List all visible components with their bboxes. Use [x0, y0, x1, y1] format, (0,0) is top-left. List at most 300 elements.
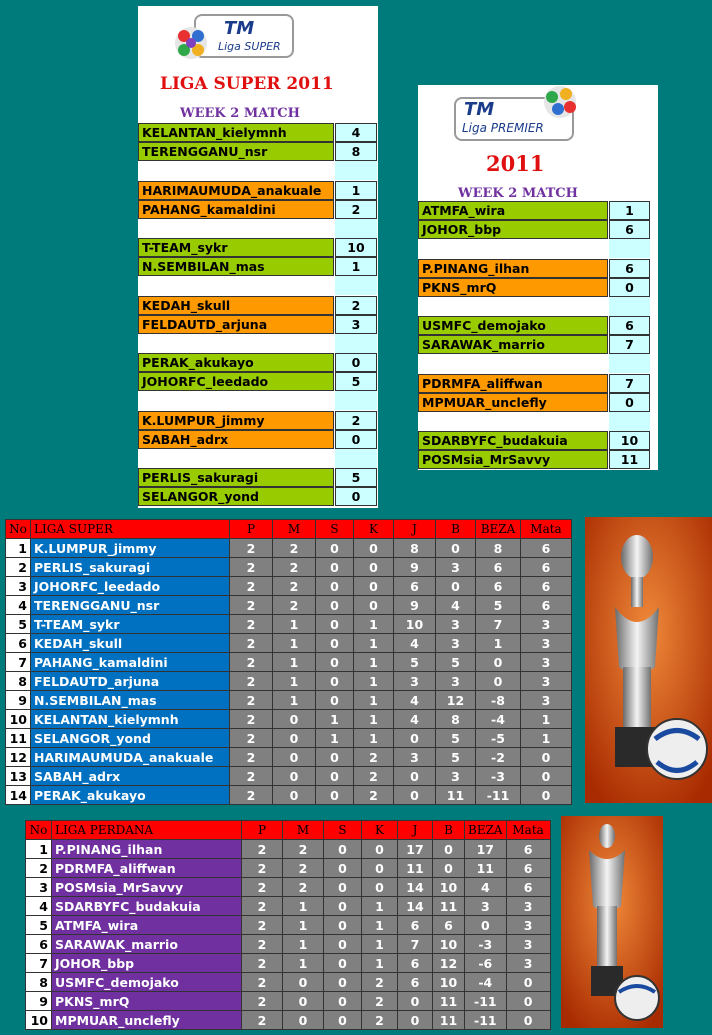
- stat-cell: 3: [465, 897, 507, 916]
- team-name-cell: PAHANG_kamaldini: [31, 653, 230, 672]
- fixture-score: 1: [609, 201, 650, 220]
- rank-cell: 11: [6, 729, 31, 748]
- fixture-row: [138, 353, 378, 372]
- rank-cell: 2: [6, 558, 31, 577]
- rank-cell: 10: [6, 710, 31, 729]
- stat-cell: 0: [324, 897, 362, 916]
- stat-cell: 2: [230, 653, 273, 672]
- fixture-team: PERAK_akukayo: [138, 353, 334, 372]
- stat-cell: 2: [354, 786, 394, 805]
- stat-cell: -6: [465, 954, 507, 973]
- stat-cell: 9: [394, 558, 436, 577]
- fixture-row: [418, 431, 658, 450]
- stat-cell: 1: [283, 935, 324, 954]
- column-header: J: [394, 520, 436, 539]
- stat-cell: 0: [316, 691, 354, 710]
- fixture-team: KELANTAN_kielymnh: [138, 123, 334, 142]
- fixture-team: TERENGGANU_nsr: [138, 142, 334, 161]
- stat-cell: 5: [436, 748, 476, 767]
- stat-cell: 11: [433, 897, 465, 916]
- stat-cell: 2: [242, 840, 283, 859]
- rank-cell: 14: [6, 786, 31, 805]
- team-name-cell: JOHOR_bbp: [52, 954, 242, 973]
- fixture-row: [138, 257, 378, 276]
- stat-cell: 1: [354, 729, 394, 748]
- column-header: K: [354, 520, 394, 539]
- stat-cell: 2: [242, 1011, 283, 1030]
- fixture-team: PERLIS_sakuragi: [138, 468, 334, 487]
- stat-cell: 0: [521, 767, 572, 786]
- stat-cell: 6: [521, 558, 572, 577]
- table-row: [6, 596, 572, 615]
- stat-cell: 1: [354, 634, 394, 653]
- stat-cell: 3: [521, 672, 572, 691]
- stat-cell: -3: [476, 767, 521, 786]
- stat-cell: -4: [465, 973, 507, 992]
- stat-cell: 2: [242, 878, 283, 897]
- stat-cell: 1: [273, 672, 316, 691]
- stat-cell: 1: [316, 729, 354, 748]
- fixture-spacer: [335, 391, 377, 410]
- stat-cell: 6: [398, 954, 433, 973]
- team-name-cell: SARAWAK_marrio: [52, 935, 242, 954]
- trophy-icon: [561, 816, 663, 1028]
- fixture-score: 3: [335, 315, 377, 334]
- column-header: Mata: [521, 520, 572, 539]
- stat-cell: 0: [324, 954, 362, 973]
- stat-cell: 8: [436, 710, 476, 729]
- stat-cell: 0: [273, 786, 316, 805]
- stat-cell: 2: [242, 916, 283, 935]
- team-name-cell: KEDAH_skull: [31, 634, 230, 653]
- stat-cell: 2: [273, 577, 316, 596]
- fixture-spacer: [609, 354, 650, 373]
- column-header: J: [398, 821, 433, 840]
- stat-cell: 0: [283, 992, 324, 1011]
- stat-cell: 12: [433, 954, 465, 973]
- fixture-score: 10: [335, 238, 377, 257]
- rank-cell: 13: [6, 767, 31, 786]
- table-row: [6, 634, 572, 653]
- fixture-spacer: [609, 412, 650, 431]
- fixture-score: 4: [335, 123, 377, 142]
- fixture-row: [418, 259, 658, 278]
- stat-cell: 5: [394, 653, 436, 672]
- stat-cell: 0: [521, 748, 572, 767]
- table-row: [6, 539, 572, 558]
- fixture-score: 6: [609, 259, 650, 278]
- column-header: B: [433, 821, 465, 840]
- fixture-team: PAHANG_kamaldini: [138, 200, 334, 219]
- stat-cell: 0: [433, 840, 465, 859]
- stat-cell: 0: [316, 786, 354, 805]
- stat-cell: 0: [354, 596, 394, 615]
- stat-cell: 1: [354, 615, 394, 634]
- stat-cell: 0: [362, 840, 398, 859]
- stat-cell: 2: [242, 973, 283, 992]
- column-header: B: [436, 520, 476, 539]
- table-row: [6, 786, 572, 805]
- stat-cell: -2: [476, 748, 521, 767]
- logo-brand: TM: [464, 99, 495, 120]
- rank-cell: 2: [26, 859, 52, 878]
- column-header: M: [273, 520, 316, 539]
- stat-cell: 11: [436, 786, 476, 805]
- fixture-team: P.PINANG_ilhan: [418, 259, 608, 278]
- stat-cell: 2: [242, 992, 283, 1011]
- rank-cell: 8: [6, 672, 31, 691]
- stat-cell: 3: [436, 672, 476, 691]
- rank-cell: 1: [6, 539, 31, 558]
- fixture-row: [138, 123, 378, 142]
- stat-cell: 3: [506, 897, 550, 916]
- rank-cell: 6: [6, 634, 31, 653]
- stat-cell: 2: [362, 992, 398, 1011]
- logo-subtitle: Liga SUPER: [218, 40, 281, 53]
- stat-cell: 6: [394, 577, 436, 596]
- fixture-row: [138, 430, 378, 449]
- team-name-cell: K.LUMPUR_jimmy: [31, 539, 230, 558]
- stat-cell: 0: [316, 539, 354, 558]
- fixture-team: POSMsia_MrSavvy: [418, 450, 608, 469]
- stat-cell: 0: [436, 577, 476, 596]
- stat-cell: 6: [398, 973, 433, 992]
- team-name-cell: PERAK_akukayo: [31, 786, 230, 805]
- table-row: [6, 710, 572, 729]
- column-header: BEZA: [465, 821, 507, 840]
- liga-super-week-label: WEEK 2 MATCH: [180, 106, 300, 121]
- fixture-score: 2: [335, 411, 377, 430]
- stat-cell: 3: [394, 672, 436, 691]
- stat-cell: 1: [362, 897, 398, 916]
- stat-cell: 6: [521, 539, 572, 558]
- fixture-row: [418, 335, 658, 354]
- fixture-row: [418, 278, 658, 297]
- stat-cell: 17: [398, 840, 433, 859]
- stat-cell: 4: [394, 634, 436, 653]
- team-name-cell: SELANGOR_yond: [31, 729, 230, 748]
- stat-cell: 6: [506, 878, 550, 897]
- fixture-score: 11: [609, 450, 650, 469]
- fixture-row: [138, 411, 378, 430]
- stat-cell: 2: [362, 1011, 398, 1030]
- fixture-score: 2: [335, 200, 377, 219]
- stat-cell: 0: [324, 916, 362, 935]
- fixture-score: 5: [335, 372, 377, 391]
- fixture-score: 0: [609, 278, 650, 297]
- liga-premier-fixtures-panel: [418, 85, 658, 470]
- stat-cell: 0: [506, 992, 550, 1011]
- table-row: [6, 691, 572, 710]
- stat-cell: 3: [436, 558, 476, 577]
- fixture-team: FELDAUTD_arjuna: [138, 315, 334, 334]
- stat-cell: 0: [362, 878, 398, 897]
- fixture-team: SARAWAK_marrio: [418, 335, 608, 354]
- fixture-score: 7: [609, 374, 650, 393]
- stat-cell: 1: [273, 691, 316, 710]
- stat-cell: 10: [433, 878, 465, 897]
- stat-cell: 2: [242, 935, 283, 954]
- stat-cell: 1: [354, 691, 394, 710]
- column-header: S: [324, 821, 362, 840]
- stat-cell: 1: [283, 916, 324, 935]
- rank-cell: 12: [6, 748, 31, 767]
- fixture-row: [138, 200, 378, 219]
- stat-cell: -8: [476, 691, 521, 710]
- fixture-score: 0: [335, 487, 377, 506]
- stat-cell: 0: [506, 1011, 550, 1030]
- stat-cell: 3: [506, 954, 550, 973]
- stat-cell: 7: [476, 615, 521, 634]
- stat-cell: 0: [394, 729, 436, 748]
- stat-cell: 3: [506, 916, 550, 935]
- fixture-team: JOHOR_bbp: [418, 220, 608, 239]
- stat-cell: 6: [476, 577, 521, 596]
- stat-cell: 0: [273, 729, 316, 748]
- stat-cell: 3: [521, 634, 572, 653]
- rank-cell: 4: [6, 596, 31, 615]
- table-row: [6, 653, 572, 672]
- stat-cell: 0: [476, 653, 521, 672]
- stat-cell: 6: [476, 558, 521, 577]
- column-header: LIGA SUPER: [31, 520, 230, 539]
- stat-cell: 2: [273, 539, 316, 558]
- team-name-cell: TERENGGANU_nsr: [31, 596, 230, 615]
- stat-cell: 2: [230, 767, 273, 786]
- team-name-cell: JOHORFC_leedado: [31, 577, 230, 596]
- stat-cell: -4: [476, 710, 521, 729]
- fixture-team: K.LUMPUR_jimmy: [138, 411, 334, 430]
- liga-super-standings-table: [5, 519, 572, 805]
- fixture-row: [418, 220, 658, 239]
- column-header: No: [6, 520, 31, 539]
- stat-cell: -11: [465, 1011, 507, 1030]
- stat-cell: 0: [316, 577, 354, 596]
- stat-cell: 11: [433, 1011, 465, 1030]
- team-name-cell: FELDAUTD_arjuna: [31, 672, 230, 691]
- stat-cell: 1: [362, 916, 398, 935]
- fixture-team: MPMUAR_unclefly: [418, 393, 608, 412]
- rank-cell: 3: [26, 878, 52, 897]
- team-name-cell: KELANTAN_kielymnh: [31, 710, 230, 729]
- football-icon: [174, 26, 208, 60]
- stat-cell: 2: [242, 859, 283, 878]
- stat-cell: 0: [354, 539, 394, 558]
- fixture-spacer: [335, 276, 377, 295]
- stat-cell: 0: [436, 539, 476, 558]
- stat-cell: 6: [521, 596, 572, 615]
- stat-cell: 2: [230, 786, 273, 805]
- stat-cell: 0: [273, 748, 316, 767]
- fixture-spacer: [335, 161, 377, 180]
- stat-cell: 2: [230, 596, 273, 615]
- table-row: [26, 973, 551, 992]
- stat-cell: 5: [436, 729, 476, 748]
- table-row: [26, 859, 551, 878]
- stat-cell: 0: [324, 992, 362, 1011]
- fixture-row: [138, 142, 378, 161]
- fixture-team: PKNS_mrQ: [418, 278, 608, 297]
- fixture-team: USMFC_demojako: [418, 316, 608, 335]
- stat-cell: 14: [398, 878, 433, 897]
- stat-cell: 3: [394, 748, 436, 767]
- liga-super-logo: [174, 12, 296, 62]
- liga-super-title: LIGA SUPER 2011: [160, 74, 334, 94]
- stat-cell: 0: [324, 935, 362, 954]
- stat-cell: 2: [354, 767, 394, 786]
- stat-cell: 3: [506, 935, 550, 954]
- stat-cell: 2: [230, 577, 273, 596]
- stat-cell: 11: [465, 859, 507, 878]
- stat-cell: 2: [230, 729, 273, 748]
- fixture-score: 7: [609, 335, 650, 354]
- stat-cell: 2: [242, 897, 283, 916]
- rank-cell: 7: [6, 653, 31, 672]
- stat-cell: 2: [230, 691, 273, 710]
- stat-cell: -5: [476, 729, 521, 748]
- stat-cell: 1: [362, 954, 398, 973]
- table-row: [26, 840, 551, 859]
- stat-cell: 14: [398, 897, 433, 916]
- fixture-row: [418, 393, 658, 412]
- rank-cell: 1: [26, 840, 52, 859]
- fixture-score: 6: [609, 316, 650, 335]
- stat-cell: 1: [354, 710, 394, 729]
- fixture-spacer: [335, 219, 377, 238]
- stat-cell: 0: [316, 767, 354, 786]
- stat-cell: 3: [436, 634, 476, 653]
- fixture-spacer: [609, 239, 650, 258]
- stat-cell: 0: [476, 672, 521, 691]
- team-name-cell: USMFC_demojako: [52, 973, 242, 992]
- fixture-team: SELANGOR_yond: [138, 487, 334, 506]
- stat-cell: 1: [273, 653, 316, 672]
- column-header: BEZA: [476, 520, 521, 539]
- stat-cell: 10: [433, 935, 465, 954]
- column-header: S: [316, 520, 354, 539]
- stat-cell: 0: [316, 558, 354, 577]
- fixture-spacer: [335, 449, 377, 468]
- fixture-row: [138, 238, 378, 257]
- column-header: P: [230, 520, 273, 539]
- table-row: [26, 992, 551, 1011]
- team-name-cell: PKNS_mrQ: [52, 992, 242, 1011]
- stat-cell: 0: [316, 634, 354, 653]
- fixture-row: [418, 316, 658, 335]
- fixture-row: [418, 201, 658, 220]
- stat-cell: 2: [354, 748, 394, 767]
- stat-cell: 1: [273, 634, 316, 653]
- stat-cell: 9: [394, 596, 436, 615]
- stat-cell: 2: [242, 954, 283, 973]
- fixture-team: SABAH_adrx: [138, 430, 334, 449]
- fixture-team: SDARBYFC_budakuia: [418, 431, 608, 450]
- stat-cell: 0: [362, 859, 398, 878]
- stat-cell: 4: [394, 691, 436, 710]
- fixture-score: 2: [335, 296, 377, 315]
- stat-cell: 0: [324, 840, 362, 859]
- stat-cell: 2: [230, 748, 273, 767]
- table-row: [26, 935, 551, 954]
- liga-super-fixtures-panel: [138, 6, 378, 508]
- rank-cell: 5: [6, 615, 31, 634]
- stat-cell: 4: [436, 596, 476, 615]
- table-header-row: [6, 520, 572, 539]
- fixture-team: T-TEAM_sykr: [138, 238, 334, 257]
- table-row: [26, 897, 551, 916]
- fixture-team: N.SEMBILAN_mas: [138, 257, 334, 276]
- stat-cell: 5: [476, 596, 521, 615]
- table-row: [6, 577, 572, 596]
- stat-cell: 0: [394, 767, 436, 786]
- liga-premier-week-label: WEEK 2 MATCH: [458, 186, 578, 201]
- fixture-row: [138, 372, 378, 391]
- column-header: K: [362, 821, 398, 840]
- stat-cell: 1: [521, 710, 572, 729]
- team-name-cell: POSMsia_MrSavvy: [52, 878, 242, 897]
- table-row: [6, 672, 572, 691]
- stat-cell: 1: [476, 634, 521, 653]
- stat-cell: 0: [273, 710, 316, 729]
- stat-cell: 17: [465, 840, 507, 859]
- stat-cell: 0: [433, 859, 465, 878]
- trophy-icon: [585, 517, 712, 803]
- stat-cell: 6: [398, 916, 433, 935]
- rank-cell: 8: [26, 973, 52, 992]
- stat-cell: 2: [273, 596, 316, 615]
- stat-cell: 2: [362, 973, 398, 992]
- stat-cell: 0: [324, 1011, 362, 1030]
- column-header: P: [242, 821, 283, 840]
- table-header-row: [26, 821, 551, 840]
- stat-cell: 4: [465, 878, 507, 897]
- stat-cell: 5: [436, 653, 476, 672]
- stat-cell: 1: [362, 935, 398, 954]
- stat-cell: 2: [230, 558, 273, 577]
- stat-cell: 0: [316, 615, 354, 634]
- stat-cell: 3: [521, 615, 572, 634]
- stat-cell: 2: [230, 539, 273, 558]
- stat-cell: 0: [465, 916, 507, 935]
- rank-cell: 10: [26, 1011, 52, 1030]
- team-name-cell: T-TEAM_sykr: [31, 615, 230, 634]
- stat-cell: 1: [273, 615, 316, 634]
- table-row: [6, 729, 572, 748]
- rank-cell: 3: [6, 577, 31, 596]
- stat-cell: 0: [521, 786, 572, 805]
- fixture-score: 8: [335, 142, 377, 161]
- table-row: [6, 615, 572, 634]
- stat-cell: 0: [354, 558, 394, 577]
- stat-cell: 6: [506, 859, 550, 878]
- stat-cell: 11: [433, 992, 465, 1011]
- fixture-score: 6: [609, 220, 650, 239]
- liga-perdana-trophy-image: [561, 816, 663, 1028]
- fixture-team: PDRMFA_aliffwan: [418, 374, 608, 393]
- fixture-row: [418, 450, 658, 469]
- logo-brand: TM: [224, 18, 255, 39]
- stat-cell: 0: [398, 1011, 433, 1030]
- fixture-spacer: [335, 334, 377, 353]
- table-row: [26, 916, 551, 935]
- stat-cell: 2: [230, 634, 273, 653]
- stat-cell: 0: [316, 672, 354, 691]
- team-name-cell: SABAH_adrx: [31, 767, 230, 786]
- stat-cell: 12: [436, 691, 476, 710]
- stat-cell: 6: [433, 916, 465, 935]
- fixture-score: 0: [609, 393, 650, 412]
- stat-cell: 1: [521, 729, 572, 748]
